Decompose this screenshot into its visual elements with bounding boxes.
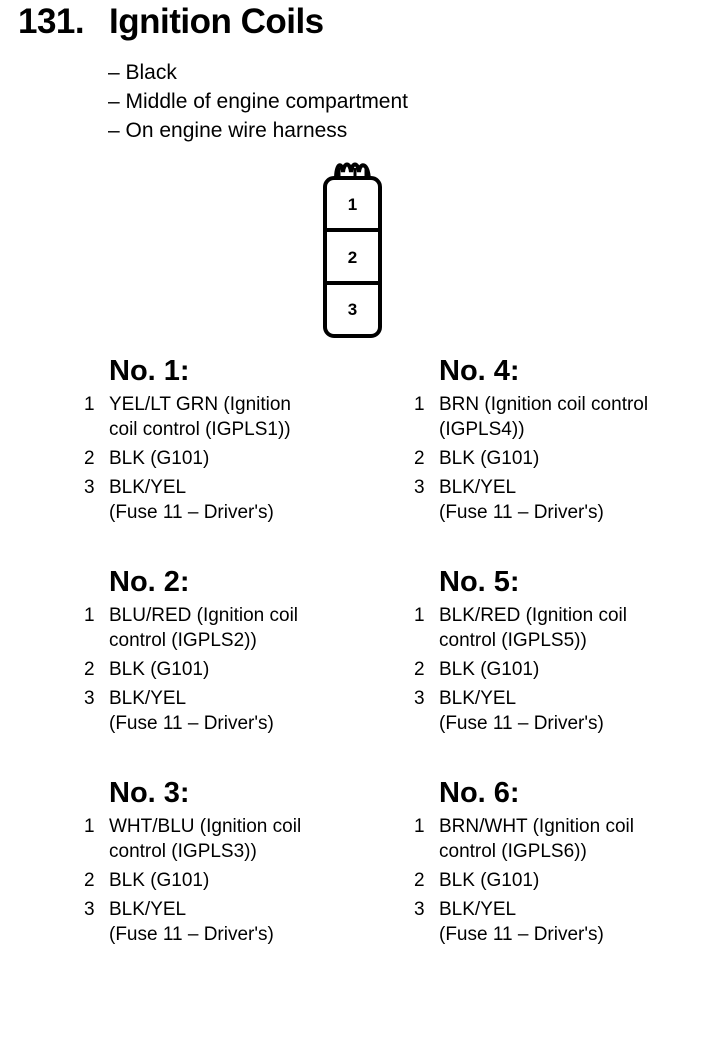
- pin-number: 3: [84, 899, 95, 920]
- pin-row: [414, 657, 704, 682]
- pin-number: 2: [84, 870, 95, 891]
- pin-wire-detail: control (IGPLS2)): [109, 630, 257, 651]
- pin-wire: BLK/YEL: [109, 688, 187, 709]
- pin-row: [414, 814, 704, 864]
- description-color: – Black: [108, 61, 177, 84]
- pin-wire-detail: (Fuse 11 – Driver's): [109, 502, 274, 523]
- pin-wire: WHT/BLU (Ignition coil: [109, 816, 302, 837]
- coil-no-4: [414, 350, 704, 529]
- pin-wire-detail: control (IGPLS5)): [439, 630, 587, 651]
- section-number: 131.: [18, 2, 85, 41]
- pin-number: 3: [414, 899, 425, 920]
- pin-wire-detail: (Fuse 11 – Driver's): [439, 713, 604, 734]
- pin-number: 2: [84, 659, 95, 680]
- pin-number: 1: [414, 816, 425, 837]
- pin-wire: BLK (G101): [439, 870, 540, 891]
- coil-no-2: [84, 561, 374, 740]
- page-title: [18, 2, 324, 42]
- coil-heading: No. 4:: [439, 355, 520, 387]
- coil-no-6: [414, 772, 704, 951]
- coil-heading: No. 2:: [109, 566, 190, 598]
- pin-row: [84, 657, 374, 682]
- pin-wire-detail: control (IGPLS3)): [109, 841, 257, 862]
- pin-row: [414, 686, 704, 736]
- connector-pin-2: 2: [347, 247, 358, 267]
- pin-wire-detail: (Fuse 11 – Driver's): [109, 713, 274, 734]
- coil-no-3: [84, 772, 374, 951]
- coil-heading: No. 3:: [109, 777, 190, 809]
- pin-number: 1: [84, 816, 95, 837]
- pin-row: [414, 392, 704, 442]
- pin-wire-detail: (Fuse 11 – Driver's): [439, 924, 604, 945]
- connector-pin-3: 3: [347, 300, 358, 319]
- connector-description: [108, 58, 408, 145]
- pin-number: 2: [414, 870, 425, 891]
- pin-number: 2: [414, 448, 425, 469]
- pin-wire: BLK/YEL: [109, 899, 187, 920]
- pin-wire: BLK/YEL: [439, 688, 517, 709]
- pin-row: [84, 446, 374, 471]
- pin-row: [84, 897, 374, 947]
- pin-row: [84, 686, 374, 736]
- pin-number: 3: [84, 477, 95, 498]
- pin-row: [84, 475, 374, 525]
- pin-row: [414, 446, 704, 471]
- pin-wire: BLK/RED (Ignition coil: [439, 605, 627, 626]
- pin-row: [84, 603, 374, 653]
- pin-wire-detail: (Fuse 11 – Driver's): [109, 924, 274, 945]
- pin-number: 1: [84, 605, 95, 626]
- pin-wire: BLK/YEL: [439, 477, 517, 498]
- pin-number: 1: [414, 394, 425, 415]
- connector-diagram: [322, 158, 383, 338]
- pin-number: 3: [414, 477, 425, 498]
- coil-no-5: [414, 561, 704, 740]
- pin-number: 3: [84, 688, 95, 709]
- pin-wire: BLK/YEL: [439, 899, 517, 920]
- pin-wire: BLK (G101): [109, 448, 210, 469]
- connector-pin-1: 1: [347, 195, 358, 214]
- pin-number: 2: [84, 448, 95, 469]
- section-title: Ignition Coils: [109, 2, 324, 41]
- pin-wire-detail: coil control (IGPLS1)): [109, 419, 291, 440]
- pin-wire: BLU/RED (Ignition coil: [109, 605, 299, 626]
- pin-wire: BLK/YEL: [109, 477, 187, 498]
- pin-row: [414, 603, 704, 653]
- pin-wire: BRN/WHT (Ignition coil: [439, 816, 634, 837]
- pin-wire: BLK (G101): [439, 659, 540, 680]
- pin-row: [84, 814, 374, 864]
- pin-number: 1: [414, 605, 425, 626]
- description-harness: – On engine wire harness: [108, 119, 348, 142]
- coil-heading: No. 6:: [439, 777, 520, 809]
- pin-wire: BLK (G101): [109, 659, 210, 680]
- pin-wire: YEL/LT GRN (Ignition: [109, 394, 291, 415]
- coil-heading: No. 5:: [439, 566, 520, 598]
- pin-row: [414, 897, 704, 947]
- pin-number: 1: [84, 394, 95, 415]
- coil-no-1: [84, 350, 374, 529]
- pin-wire: BLK (G101): [109, 870, 210, 891]
- pin-row: [414, 868, 704, 893]
- pin-row: [84, 868, 374, 893]
- description-location: – Middle of engine compartment: [108, 90, 408, 113]
- pin-row: [414, 475, 704, 525]
- coil-heading: No. 1:: [109, 355, 190, 387]
- pin-row: [84, 392, 374, 442]
- pin-wire-detail: control (IGPLS6)): [439, 841, 587, 862]
- pin-number: 3: [414, 688, 425, 709]
- pin-wire-detail: (Fuse 11 – Driver's): [439, 502, 604, 523]
- pin-wire-detail: (IGPLS4)): [439, 419, 525, 440]
- pin-wire: BLK (G101): [439, 448, 540, 469]
- pin-number: 2: [414, 659, 425, 680]
- pin-wire: BRN (Ignition coil control: [439, 394, 649, 415]
